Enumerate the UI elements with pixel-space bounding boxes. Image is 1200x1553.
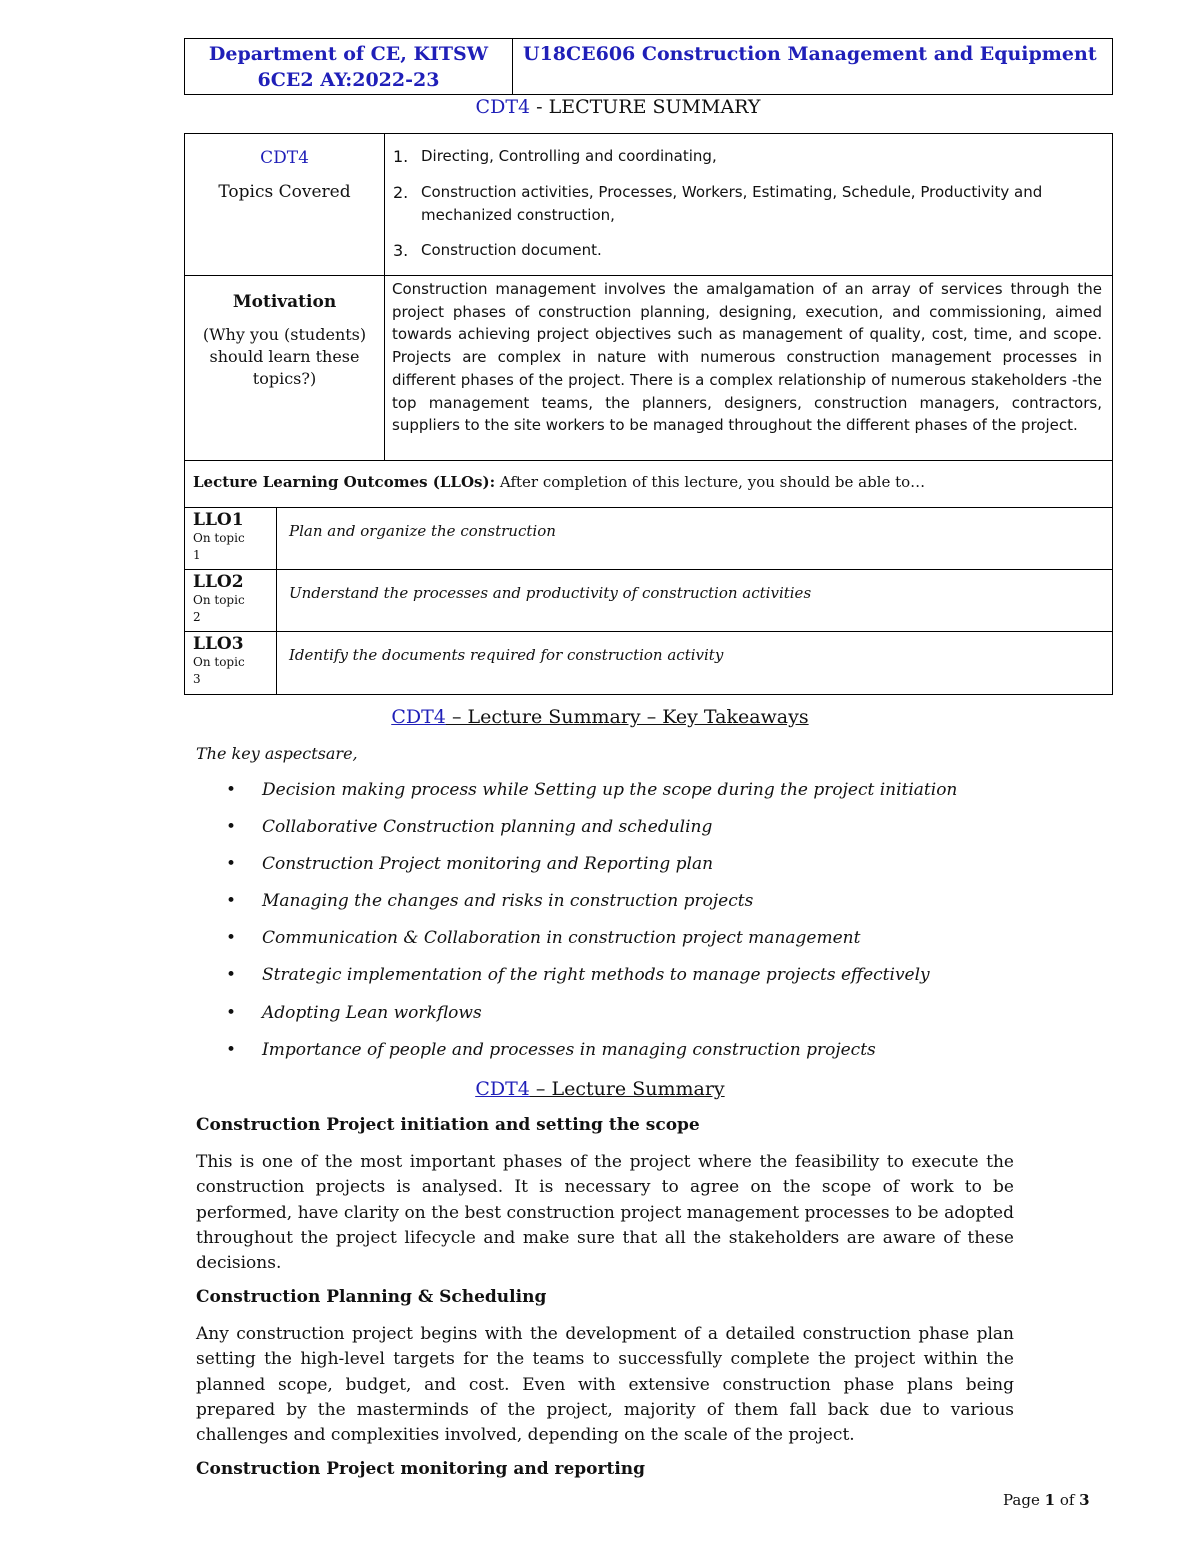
topics-code: CDT4 (260, 148, 309, 168)
bullet-icon: • (226, 928, 237, 949)
llo-heading-text: After completion of this lecture, you should be able to… (495, 473, 926, 491)
motivation-subtitle: (Why you (students) should learn these topics?) (202, 325, 367, 388)
bullet-icon: • (226, 854, 237, 875)
bullet-icon: • (226, 1039, 237, 1060)
list-item: • Managing the changes and risks in construction projects (226, 891, 957, 928)
llo-cell (185, 461, 1113, 695)
section-body-initiation: This is one of the most important phases of the project where the feasibility to execute the construction projects is analysed. It is necessary to agree on the scope of work to be performed, have clarity on the best construction project management processes to be adopted throughout the project lifecycle and make sure that all the stakeholders are aware of these decisions. (196, 1152, 1014, 1274)
topic-item: 3. Construction document. (393, 241, 602, 260)
document-title-text: - LECTURE SUMMARY (530, 96, 761, 118)
topic-item: 1. Directing, Controlling and coordinating, (393, 147, 717, 166)
key-takeaways-intro: The key aspectsare, (196, 744, 358, 763)
list-item: • Importance of people and processes in managing construction projects (226, 1040, 957, 1077)
list-item: • Communication & Collaboration in construction project management (226, 928, 957, 965)
section-body-planning: Any construction project begins with the development of a detailed construction phase plan setting the high-level targets for the teams to successfully complete the project within the planned scope, budget, and cost. Even with extensive construction phase plans being prepared by the masterminds of the project, majority of them fall back due to various challenges and complexities involved, depending on the scale of the project. (196, 1324, 1014, 1446)
llo-label: LLO1 On topic 1 (185, 508, 277, 570)
document-title-code: CDT4 (475, 96, 531, 118)
academic-year: 6CE2 AY:2022-23 (257, 69, 440, 91)
topic-item: 2. Construction activities, Processes, Workers, Estimating, Schedule, Productivity and mechanized construction, (393, 183, 1043, 224)
topics-label: Topics Covered (218, 182, 351, 202)
lecture-summary-title: CDT4 – Lecture Summary (475, 1078, 725, 1100)
document-title (0, 96, 1200, 118)
llo-heading-bold: Lecture Learning Outcomes (LLOs): (193, 473, 496, 491)
bullet-icon: • (226, 817, 237, 838)
list-item: • Strategic implementation of the right methods to manage projects effectively (226, 965, 957, 1002)
bullet-icon: • (226, 780, 237, 800)
motivation-label-cell (185, 276, 385, 461)
key-takeaways-link[interactable]: CDT4 (391, 706, 446, 728)
llo-table (185, 461, 1112, 694)
llo-heading (185, 461, 1112, 508)
course-title: U18CE606 Construction Management and Equipment (513, 39, 1113, 95)
list-item: • Decision making process while Setting up the scope during the project initiation (226, 780, 957, 817)
bullet-icon: • (226, 1002, 237, 1023)
llo-description: Identify the documents required for construction activity (277, 632, 1113, 694)
department-name: Department of CE, KITSW (208, 43, 489, 65)
section-heading-planning: Construction Planning & Scheduling (196, 1287, 547, 1307)
lecture-summary-link[interactable]: CDT4 (475, 1078, 530, 1100)
bullet-icon: • (226, 965, 237, 986)
department-cell (185, 39, 513, 95)
topics-label-cell (185, 134, 385, 276)
list-item: • Collaborative Construction planning and scheduling (226, 817, 957, 854)
bullet-icon: • (226, 891, 237, 912)
header-table (184, 38, 1113, 95)
llo-label: LLO2 On topic 2 (185, 570, 277, 632)
llo-label: LLO3 On topic 3 (185, 632, 277, 694)
list-item: • Adopting Lean workflows (226, 1003, 957, 1040)
motivation-title: Motivation (232, 292, 337, 312)
llo-description: Understand the processes and productivity of construction activities (277, 570, 1113, 632)
section-heading-initiation: Construction Project initiation and setting the scope (196, 1115, 700, 1135)
llo-description: Plan and organize the construction (277, 508, 1113, 570)
topics-list-cell (385, 134, 1113, 276)
key-takeaways-title: CDT4 – Lecture Summary – Key Takeaways (391, 706, 809, 728)
section-heading-monitoring: Construction Project monitoring and reporting (196, 1459, 646, 1479)
page-number: Page 1 of 3 (1003, 1491, 1090, 1509)
motivation-text: Construction management involves the amalgamation of an array of services through the project phases of construction planning, designing, execution, and commissioning, aimed towards achieving project objectives such as management of quality, cost, time, and scope. Projects are complex in nature with numerous construction management processes in different phases of the project. There is a complex relationship of numerous stakeholders -the top management teams, the planners, designers, construction managers, contractors, suppliers to the site workers to be managed throughout the different phases of the project. (385, 276, 1113, 461)
lecture-summary-table (184, 133, 1113, 695)
list-item: • Construction Project monitoring and Reporting plan (226, 854, 957, 891)
key-takeaways-list (226, 780, 957, 1077)
